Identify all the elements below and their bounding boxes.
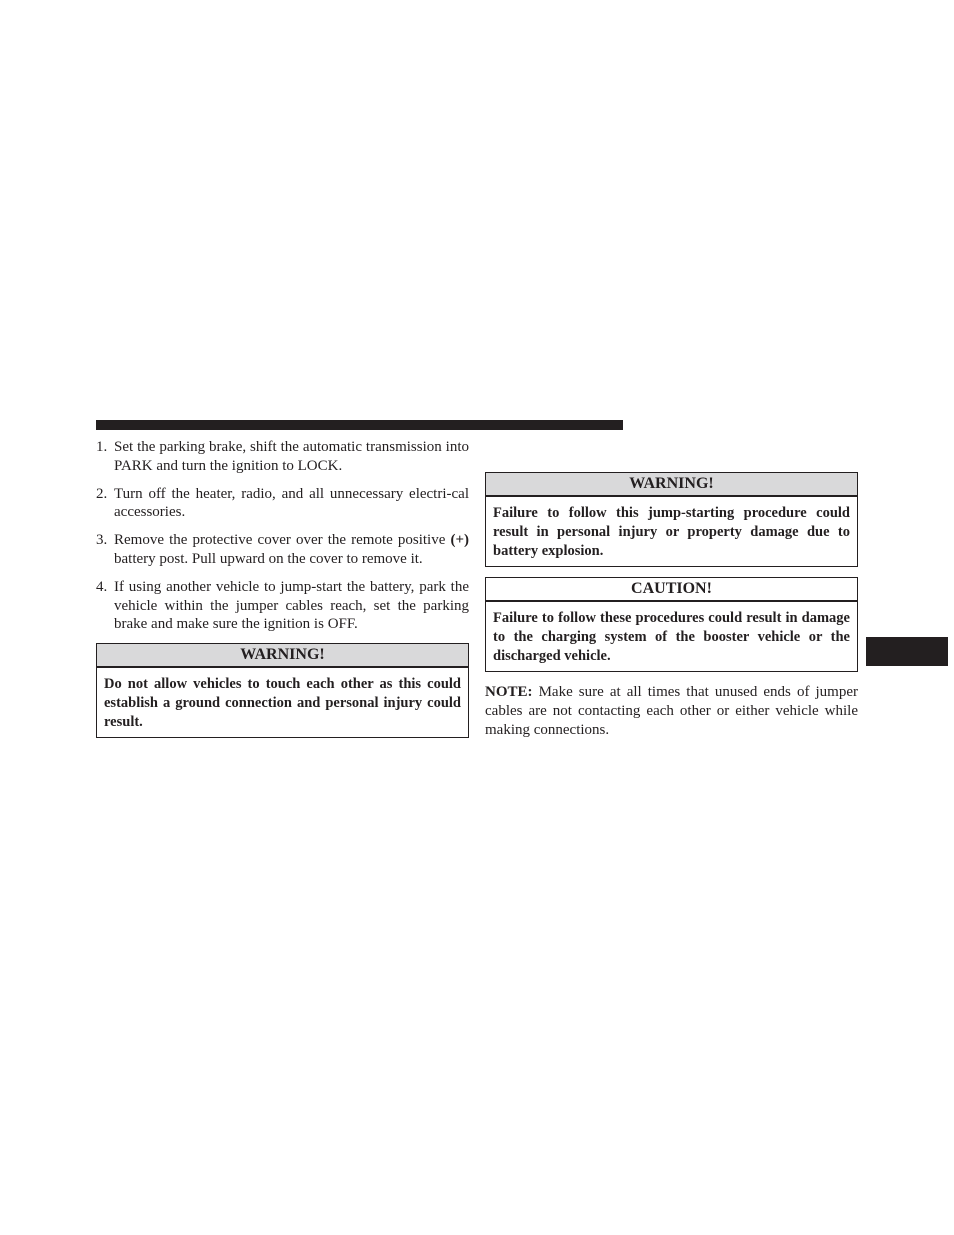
chapter-tab-marker bbox=[866, 637, 948, 666]
list-item bbox=[96, 485, 469, 522]
positive-symbol: (+) bbox=[450, 532, 469, 549]
list-item bbox=[96, 578, 469, 634]
list-item bbox=[96, 438, 469, 475]
warning-heading: WARNING! bbox=[486, 473, 857, 497]
warning-box-explosion bbox=[485, 472, 858, 567]
step-number: 2. bbox=[96, 485, 108, 502]
note-text: Make sure at all times that unused ends of jumper cables are not contacting each other or either vehicle while making connections. bbox=[485, 684, 858, 738]
step-text: If using another vehicle to jump-start the battery, park the vehicle within the jumper cables reach, set the parking brake and make sure the ignition is OFF. bbox=[114, 579, 469, 633]
step-number: 1. bbox=[96, 439, 108, 455]
list-item bbox=[96, 531, 469, 568]
right-column bbox=[485, 472, 858, 755]
step-text: Set the parking brake, shift the automatic transmission into PARK and turn the ignition to LOCK. bbox=[114, 439, 469, 474]
caution-box bbox=[485, 577, 858, 672]
step-text-end: battery post. Pull upward on the cover to remove it. bbox=[114, 550, 423, 567]
warning-box-vehicles bbox=[96, 643, 469, 738]
warning-body: Do not allow vehicles to touch each other as this could establish a ground connection and personal injury could result. bbox=[104, 676, 461, 731]
step-number: 3. bbox=[96, 532, 108, 549]
warning-heading: WARNING! bbox=[97, 644, 468, 668]
left-column bbox=[96, 438, 469, 738]
step-text: Turn off the heater, radio, and all unnecessary electri-cal accessories. bbox=[114, 485, 469, 521]
section-top-rule bbox=[96, 420, 623, 430]
note-label: NOTE: bbox=[485, 684, 533, 700]
step-text-start: Remove the protective cover over the remote positive bbox=[114, 532, 451, 549]
warning-body: Failure to follow this jump-starting procedure could result in personal injury or property damage due to battery explosion. bbox=[493, 505, 850, 559]
procedure-steps bbox=[96, 438, 469, 634]
note-paragraph bbox=[485, 683, 858, 740]
step-number: 4. bbox=[96, 579, 108, 596]
caution-heading: CAUTION! bbox=[486, 578, 857, 602]
caution-body: Failure to follow these procedures could result in damage to the charging system of the booster vehicle or the discharged vehicle. bbox=[493, 610, 850, 664]
